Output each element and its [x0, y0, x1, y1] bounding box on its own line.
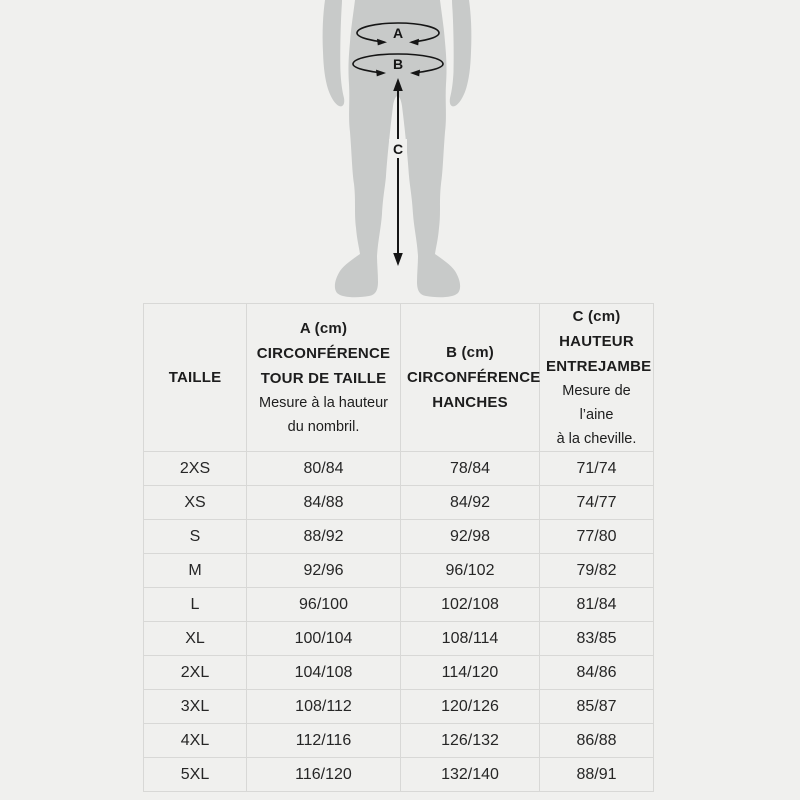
header-inseam-note2: à la cheville.: [556, 431, 637, 447]
inseam-cell: 86/88: [540, 724, 654, 758]
table-row: [144, 724, 654, 758]
header-waist-line1: A (cm): [299, 320, 348, 337]
hip-cell: 96/102: [401, 554, 540, 588]
waist-cell: 92/96: [247, 554, 401, 588]
inseam-cell: 88/91: [540, 758, 654, 792]
hip-cell: 84/92: [401, 486, 540, 520]
hip-cell: 108/114: [401, 622, 540, 656]
measure-label-a: A: [392, 25, 404, 41]
inseam-cell: 84/86: [540, 656, 654, 690]
waist-cell: 84/88: [247, 486, 401, 520]
left-arm-silhouette: [323, 0, 345, 106]
table-row: [144, 588, 654, 622]
header-hips: [401, 304, 540, 452]
body-silhouette-graphic: [282, 0, 512, 300]
inseam-cell: 74/77: [540, 486, 654, 520]
waist-cell: 80/84: [247, 452, 401, 486]
size-cell: XS: [144, 486, 247, 520]
size-cell: XL: [144, 622, 247, 656]
header-waist: [247, 304, 401, 452]
inseam-cell: 77/80: [540, 520, 654, 554]
hip-cell: 78/84: [401, 452, 540, 486]
header-waist-note1: Mesure à la hauteur: [259, 395, 388, 411]
table-row: [144, 486, 654, 520]
inseam-cell: 79/82: [540, 554, 654, 588]
measure-label-c: C: [392, 141, 404, 157]
size-cell: 5XL: [144, 758, 247, 792]
size-cell: S: [144, 520, 247, 554]
table-row: [144, 656, 654, 690]
hip-cell: 126/132: [401, 724, 540, 758]
header-inseam-line2: HAUTEUR: [559, 333, 634, 350]
waist-cell: 100/104: [247, 622, 401, 656]
inseam-cell: 71/74: [540, 452, 654, 486]
measurement-figure: [282, 0, 512, 300]
header-inseam-note1: Mesure de l’aine: [562, 383, 631, 423]
waist-cell: 88/92: [247, 520, 401, 554]
table-row: [144, 520, 654, 554]
table-row: [144, 690, 654, 724]
hip-cell: 120/126: [401, 690, 540, 724]
waist-cell: 112/116: [247, 724, 401, 758]
header-inseam-line3: ENTREJAMBE: [546, 358, 652, 375]
measure-label-b: B: [392, 56, 404, 72]
size-chart-table: [143, 303, 654, 792]
table-row: [144, 452, 654, 486]
size-cell: 2XL: [144, 656, 247, 690]
header-waist-line2: CIRCONFÉRENCE: [256, 345, 391, 362]
header-hips-line2: CIRCONFÉRENCE: [407, 369, 541, 386]
table-row: [144, 758, 654, 792]
inseam-cell: 81/84: [540, 588, 654, 622]
header-inseam-line1: C (cm): [572, 308, 621, 325]
hip-cell: 92/98: [401, 520, 540, 554]
header-hips-line1: B (cm): [446, 344, 494, 361]
table-row: [144, 622, 654, 656]
right-arm-silhouette: [450, 0, 472, 106]
waist-cell: 104/108: [247, 656, 401, 690]
size-cell: 2XS: [144, 452, 247, 486]
waist-cell: 96/100: [247, 588, 401, 622]
size-cell: 4XL: [144, 724, 247, 758]
size-cell: L: [144, 588, 247, 622]
header-waist-line3: TOUR DE TAILLE: [260, 370, 387, 387]
size-cell: 3XL: [144, 690, 247, 724]
header-taille-label: TAILLE: [168, 369, 222, 386]
header-row: [144, 304, 654, 452]
inseam-cell: 83/85: [540, 622, 654, 656]
header-hips-line3: HANCHES: [432, 394, 508, 411]
size-cell: M: [144, 554, 247, 588]
waist-cell: 116/120: [247, 758, 401, 792]
table-row: [144, 554, 654, 588]
inseam-cell: 85/87: [540, 690, 654, 724]
hip-cell: 102/108: [401, 588, 540, 622]
hip-cell: 114/120: [401, 656, 540, 690]
header-waist-note2: du nombril.: [287, 419, 360, 435]
hip-cell: 132/140: [401, 758, 540, 792]
waist-cell: 108/112: [247, 690, 401, 724]
header-inseam: [540, 304, 654, 452]
header-taille: [144, 304, 247, 452]
